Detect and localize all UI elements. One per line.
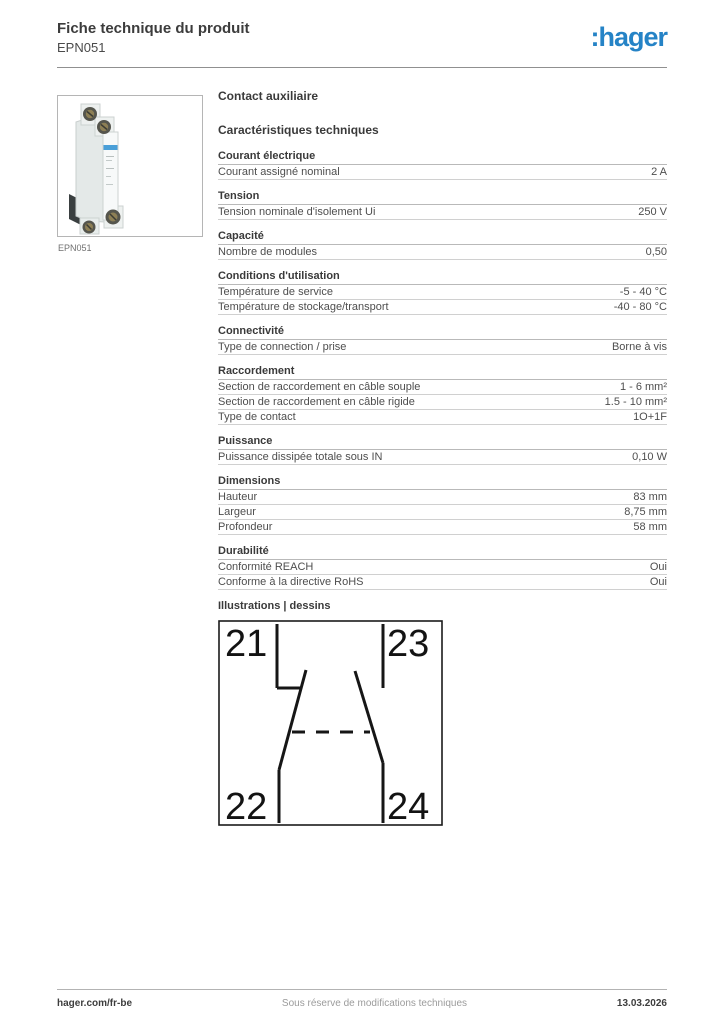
spec-section [218, 325, 667, 355]
page-title: Fiche technique du produit [57, 20, 250, 37]
spec-value: Borne à vis [611, 341, 667, 353]
spec-value: -40 - 80 °C [613, 301, 667, 313]
spec-label: Section de raccordement en câble souple [218, 381, 421, 393]
wiring-diagram-svg [218, 620, 443, 826]
section-title: Capacité [218, 230, 667, 245]
spec-value: 0,10 W [632, 451, 667, 463]
spec-row [218, 560, 667, 575]
spec-value: 2 A [651, 166, 667, 178]
wiring-diagram [218, 620, 443, 826]
section-rows [218, 245, 667, 260]
illustrations-heading: Illustrations | dessins [218, 600, 331, 612]
spec-label: Courant assigné nominal [218, 166, 340, 178]
section-rows [218, 380, 667, 425]
document-header [57, 20, 250, 56]
spec-label: Type de contact [218, 411, 296, 423]
terminal-21-label: 21 [225, 623, 268, 665]
spec-section [218, 150, 667, 180]
section-rows [218, 285, 667, 315]
section-rows [218, 205, 667, 220]
spec-value: 1 - 6 mm² [619, 381, 667, 393]
spec-label: Température de stockage/transport [218, 301, 389, 313]
product-name: Contact auxiliaire [218, 89, 319, 103]
spec-value: 250 V [638, 206, 667, 218]
product-reference: EPN051 [57, 40, 106, 55]
spec-row [218, 380, 667, 395]
section-rows [218, 490, 667, 535]
section-rows [218, 450, 667, 465]
spec-label: Nombre de modules [218, 246, 318, 258]
spec-label: Hauteur [218, 491, 258, 503]
section-title: Connectivité [218, 325, 667, 340]
spec-label: Conforme à la directive RoHS [218, 576, 364, 588]
device-blue-stripe [104, 145, 118, 150]
section-title: Tension [218, 190, 667, 205]
spec-label: Profondeur [218, 521, 273, 533]
header-divider [57, 67, 667, 68]
spec-section [218, 230, 667, 260]
spec-value: 1O+1F [633, 411, 667, 423]
photo-caption: EPN051 [58, 243, 92, 253]
spec-row [218, 395, 667, 410]
terminal-22-label: 22 [225, 786, 268, 826]
footer-divider [57, 989, 667, 990]
section-title: Durabilité [218, 545, 667, 560]
spec-value: 1.5 - 10 mm² [604, 396, 667, 408]
section-title: Raccordement [218, 365, 667, 380]
spec-row [218, 490, 667, 505]
spec-value: 8,75 mm [624, 506, 667, 518]
spec-label: Puissance dissipée totale sous IN [218, 451, 383, 463]
section-title: Puissance [218, 435, 667, 450]
spec-value: Oui [649, 576, 667, 588]
spec-section [218, 270, 667, 315]
section-rows [218, 165, 667, 180]
section-title: Courant électrique [218, 150, 667, 165]
spec-row [218, 575, 667, 590]
spec-sections [218, 150, 667, 590]
section-title: Dimensions [218, 475, 667, 490]
terminal-23-label: 23 [387, 623, 430, 665]
spec-label: Conformité REACH [218, 561, 314, 573]
spec-label: Type de connection / prise [218, 341, 347, 353]
spec-row [218, 505, 667, 520]
spec-section [218, 190, 667, 220]
spec-row [218, 165, 667, 180]
hager-logo: :hager [590, 22, 667, 52]
spec-label: Température de service [218, 286, 333, 298]
product-photo [57, 95, 203, 237]
spec-value: -5 - 40 °C [619, 286, 667, 298]
section-title: Conditions d'utilisation [218, 270, 667, 285]
spec-row [218, 245, 667, 260]
spec-label: Section de raccordement en câble rigide [218, 396, 415, 408]
spec-section [218, 545, 667, 590]
spec-value: 0,50 [645, 246, 667, 258]
section-rows [218, 340, 667, 355]
spec-column [218, 90, 667, 826]
spec-value: Oui [649, 561, 667, 573]
product-photo-illustration [58, 96, 202, 236]
spec-section [218, 365, 667, 425]
spec-label: Tension nominale d'isolement Ui [218, 206, 376, 218]
footer-website-link[interactable]: hager.com/fr-be [57, 998, 133, 1009]
spec-section [218, 435, 667, 465]
spec-row [218, 520, 667, 535]
spec-value: 83 mm [633, 491, 667, 503]
spec-row [218, 340, 667, 355]
spec-row [218, 205, 667, 220]
terminal-24-label: 24 [387, 786, 430, 826]
section-rows [218, 560, 667, 590]
spec-heading: Caractéristiques techniques [218, 123, 379, 137]
footer [57, 998, 667, 1009]
spec-row [218, 300, 667, 315]
spec-value: 58 mm [633, 521, 667, 533]
spec-row [218, 285, 667, 300]
footer-date: 13.03.2026 [616, 998, 667, 1009]
footer-disclaimer: Sous réserve de modifications techniques [281, 998, 468, 1009]
spec-row [218, 450, 667, 465]
spec-label: Largeur [218, 506, 256, 518]
spec-section [218, 475, 667, 535]
spec-row [218, 410, 667, 425]
